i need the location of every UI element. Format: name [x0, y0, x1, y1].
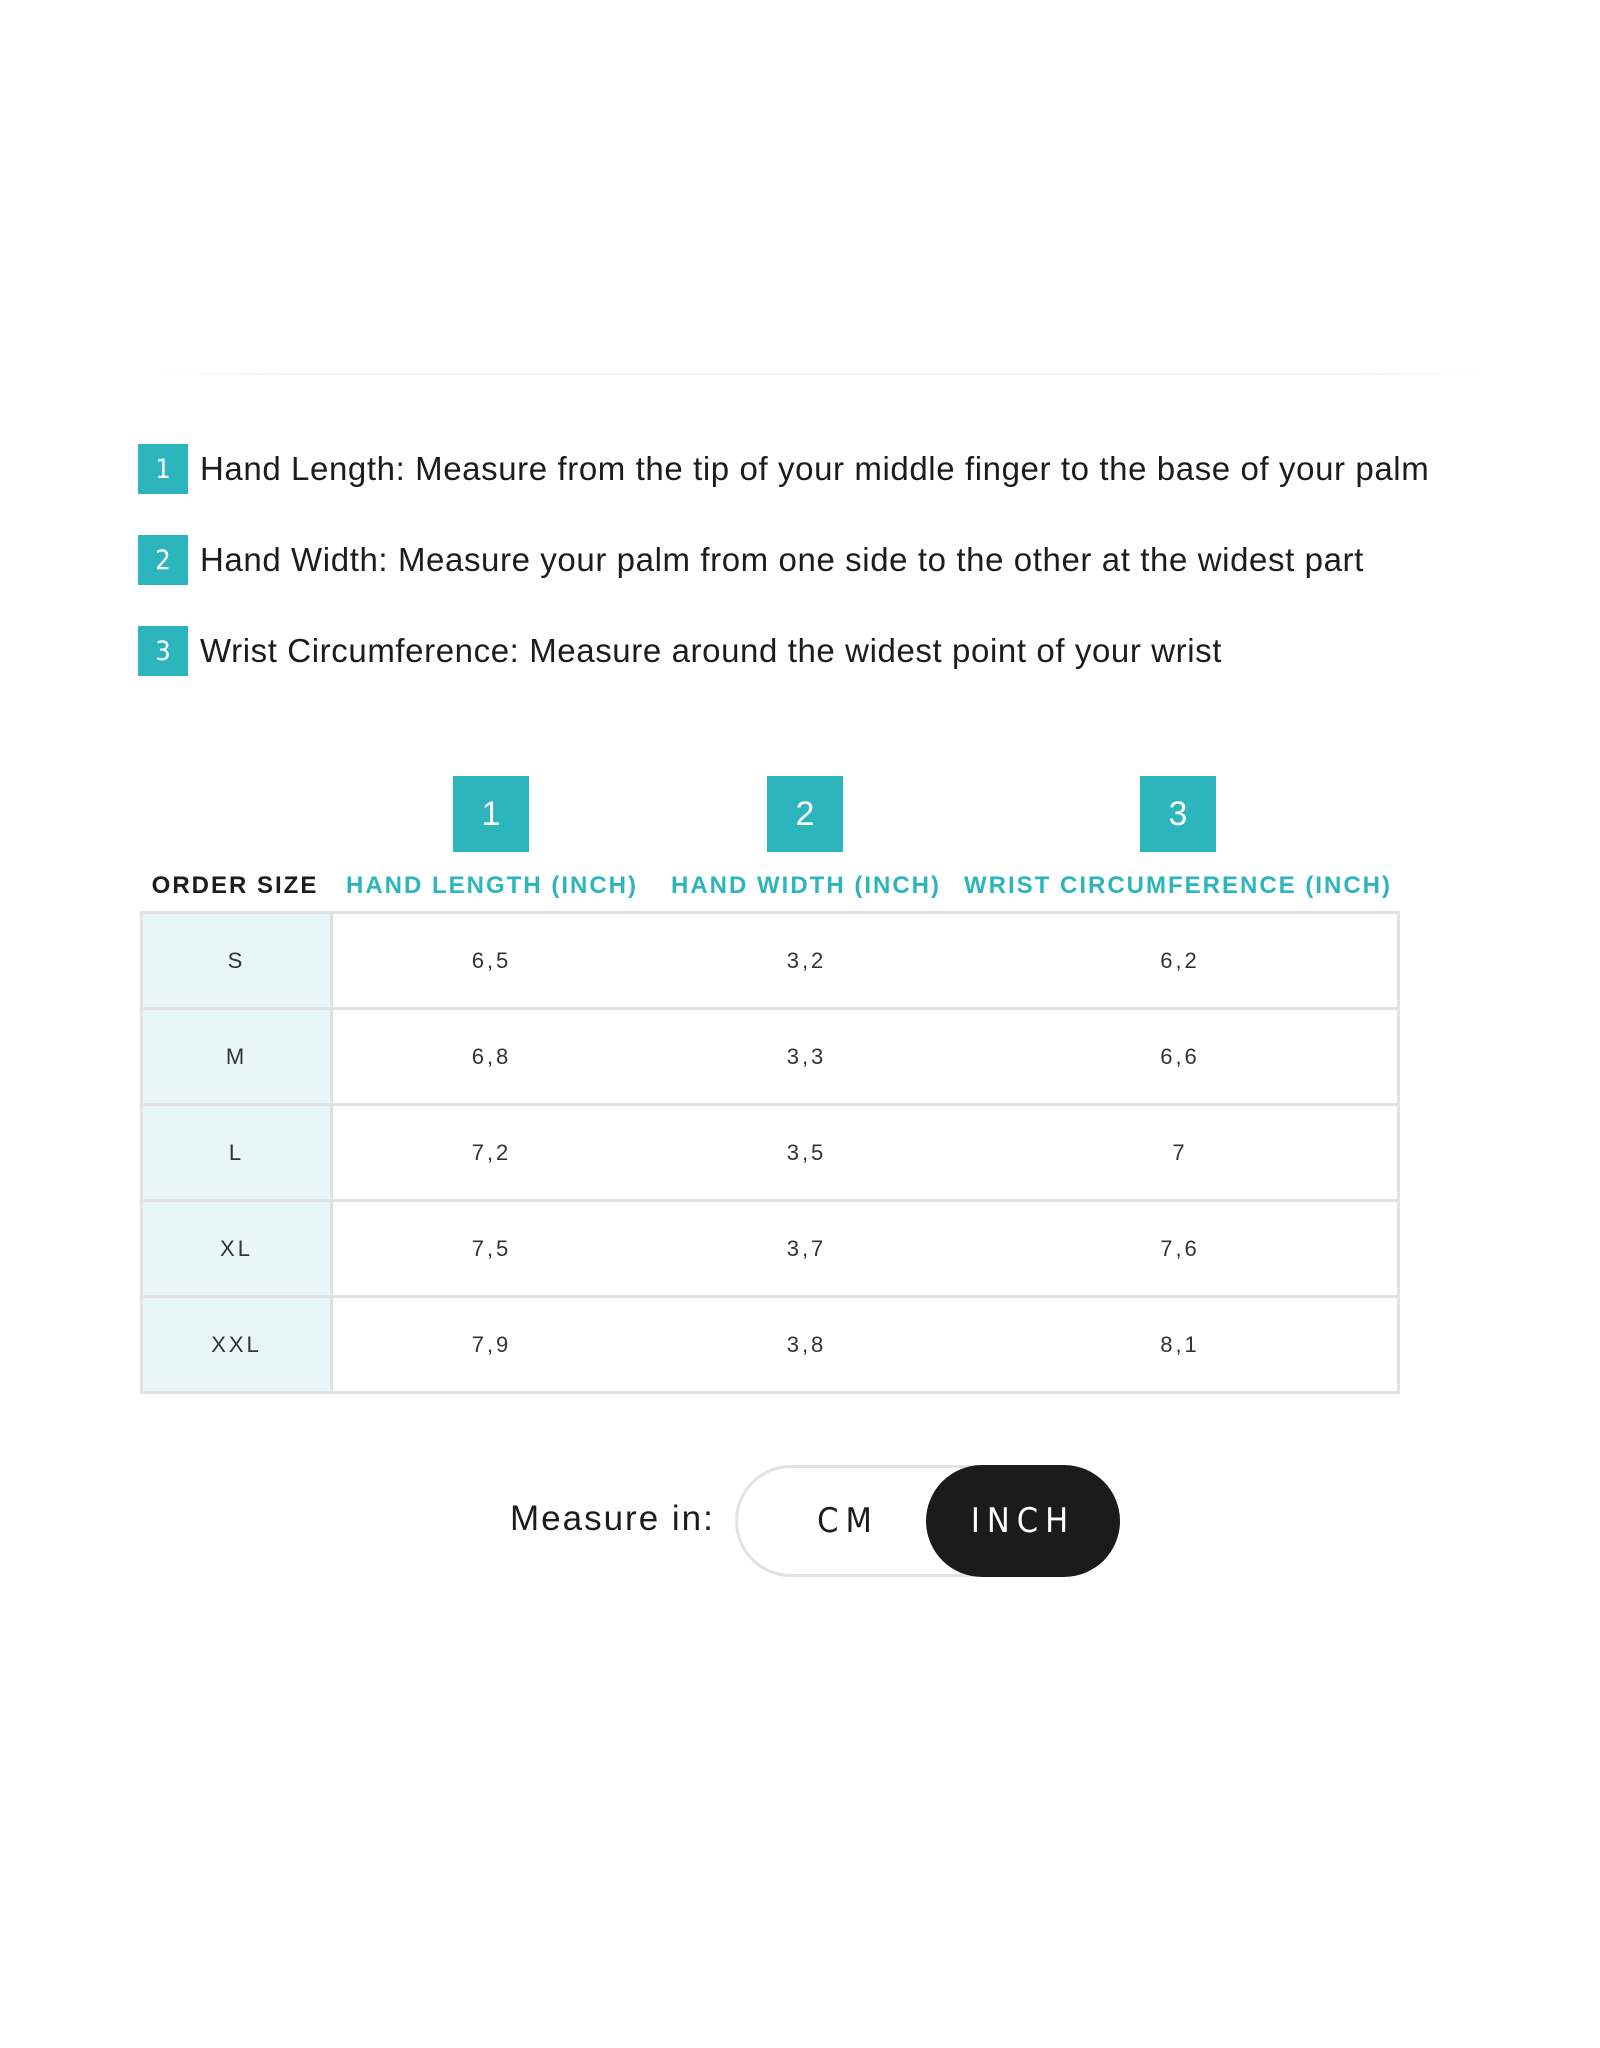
wrist-cell: 7	[1172, 1139, 1188, 1165]
step-badge: 2	[138, 535, 188, 585]
header-hand-length: HAND LENGTH (INCH)	[346, 872, 638, 899]
instruction-wrist	[138, 625, 1478, 677]
instruction-hand-length	[138, 443, 1478, 495]
header-hand-width: HAND WIDTH (INCH)	[671, 872, 941, 899]
instruction-text: Wrist Circumference: Measure around the widest point of your wrist	[200, 632, 1223, 669]
table-row	[143, 1106, 1397, 1202]
measure-unit-control	[0, 1465, 1600, 1580]
wrist-cell: 8,1	[1160, 1331, 1200, 1357]
column-badge-hand-length: 1	[453, 776, 529, 852]
size-table-header	[140, 872, 1400, 906]
hand-length-cell: 6,5	[471, 947, 512, 973]
hand-width-cell: 3,3	[786, 1043, 827, 1069]
table-row	[143, 1010, 1397, 1106]
unit-toggle[interactable]	[735, 1465, 1117, 1577]
size-cell: XXL	[143, 1298, 333, 1391]
column-badge-hand-width: 2	[767, 776, 843, 852]
hand-width-cell: 3,5	[786, 1139, 827, 1165]
wrist-cell: 7,6	[1160, 1235, 1200, 1261]
column-badge-wrist: 3	[1140, 776, 1216, 852]
top-divider	[150, 373, 1490, 375]
table-row	[143, 1298, 1397, 1391]
instruction-hand-width	[138, 534, 1478, 586]
instruction-text: Hand Length: Measure from the tip of your middle finger to the base of your palm	[200, 450, 1430, 487]
hand-length-cell: 7,2	[471, 1139, 512, 1165]
measure-label: Measure in:	[510, 1499, 715, 1538]
step-badge: 3	[138, 626, 188, 676]
unit-option-inch[interactable]: INCH	[926, 1465, 1120, 1577]
size-table	[140, 911, 1400, 1394]
hand-width-cell: 3,2	[786, 947, 827, 973]
header-wrist-circumference: WRIST CIRCUMFERENCE (INCH)	[964, 872, 1392, 899]
hand-length-cell: 7,5	[471, 1235, 512, 1261]
wrist-cell: 6,6	[1160, 1043, 1200, 1069]
size-cell: S	[143, 914, 333, 1007]
header-order-size: ORDER SIZE	[151, 872, 319, 899]
size-cell: L	[143, 1106, 333, 1199]
table-row	[143, 914, 1397, 1010]
hand-length-cell: 6,8	[471, 1043, 512, 1069]
instruction-text: Hand Width: Measure your palm from one side to the other at the widest part	[200, 541, 1364, 578]
measurement-instructions	[138, 443, 1478, 716]
unit-option-cm[interactable]: CM	[817, 1501, 879, 1541]
size-cell: XL	[143, 1202, 333, 1295]
size-cell: M	[143, 1010, 333, 1103]
hand-length-cell: 7,9	[471, 1331, 512, 1357]
hand-width-cell: 3,7	[786, 1235, 827, 1261]
hand-width-cell: 3,8	[786, 1331, 827, 1357]
step-badge: 1	[138, 444, 188, 494]
wrist-cell: 6,2	[1160, 947, 1200, 973]
table-row	[143, 1202, 1397, 1298]
